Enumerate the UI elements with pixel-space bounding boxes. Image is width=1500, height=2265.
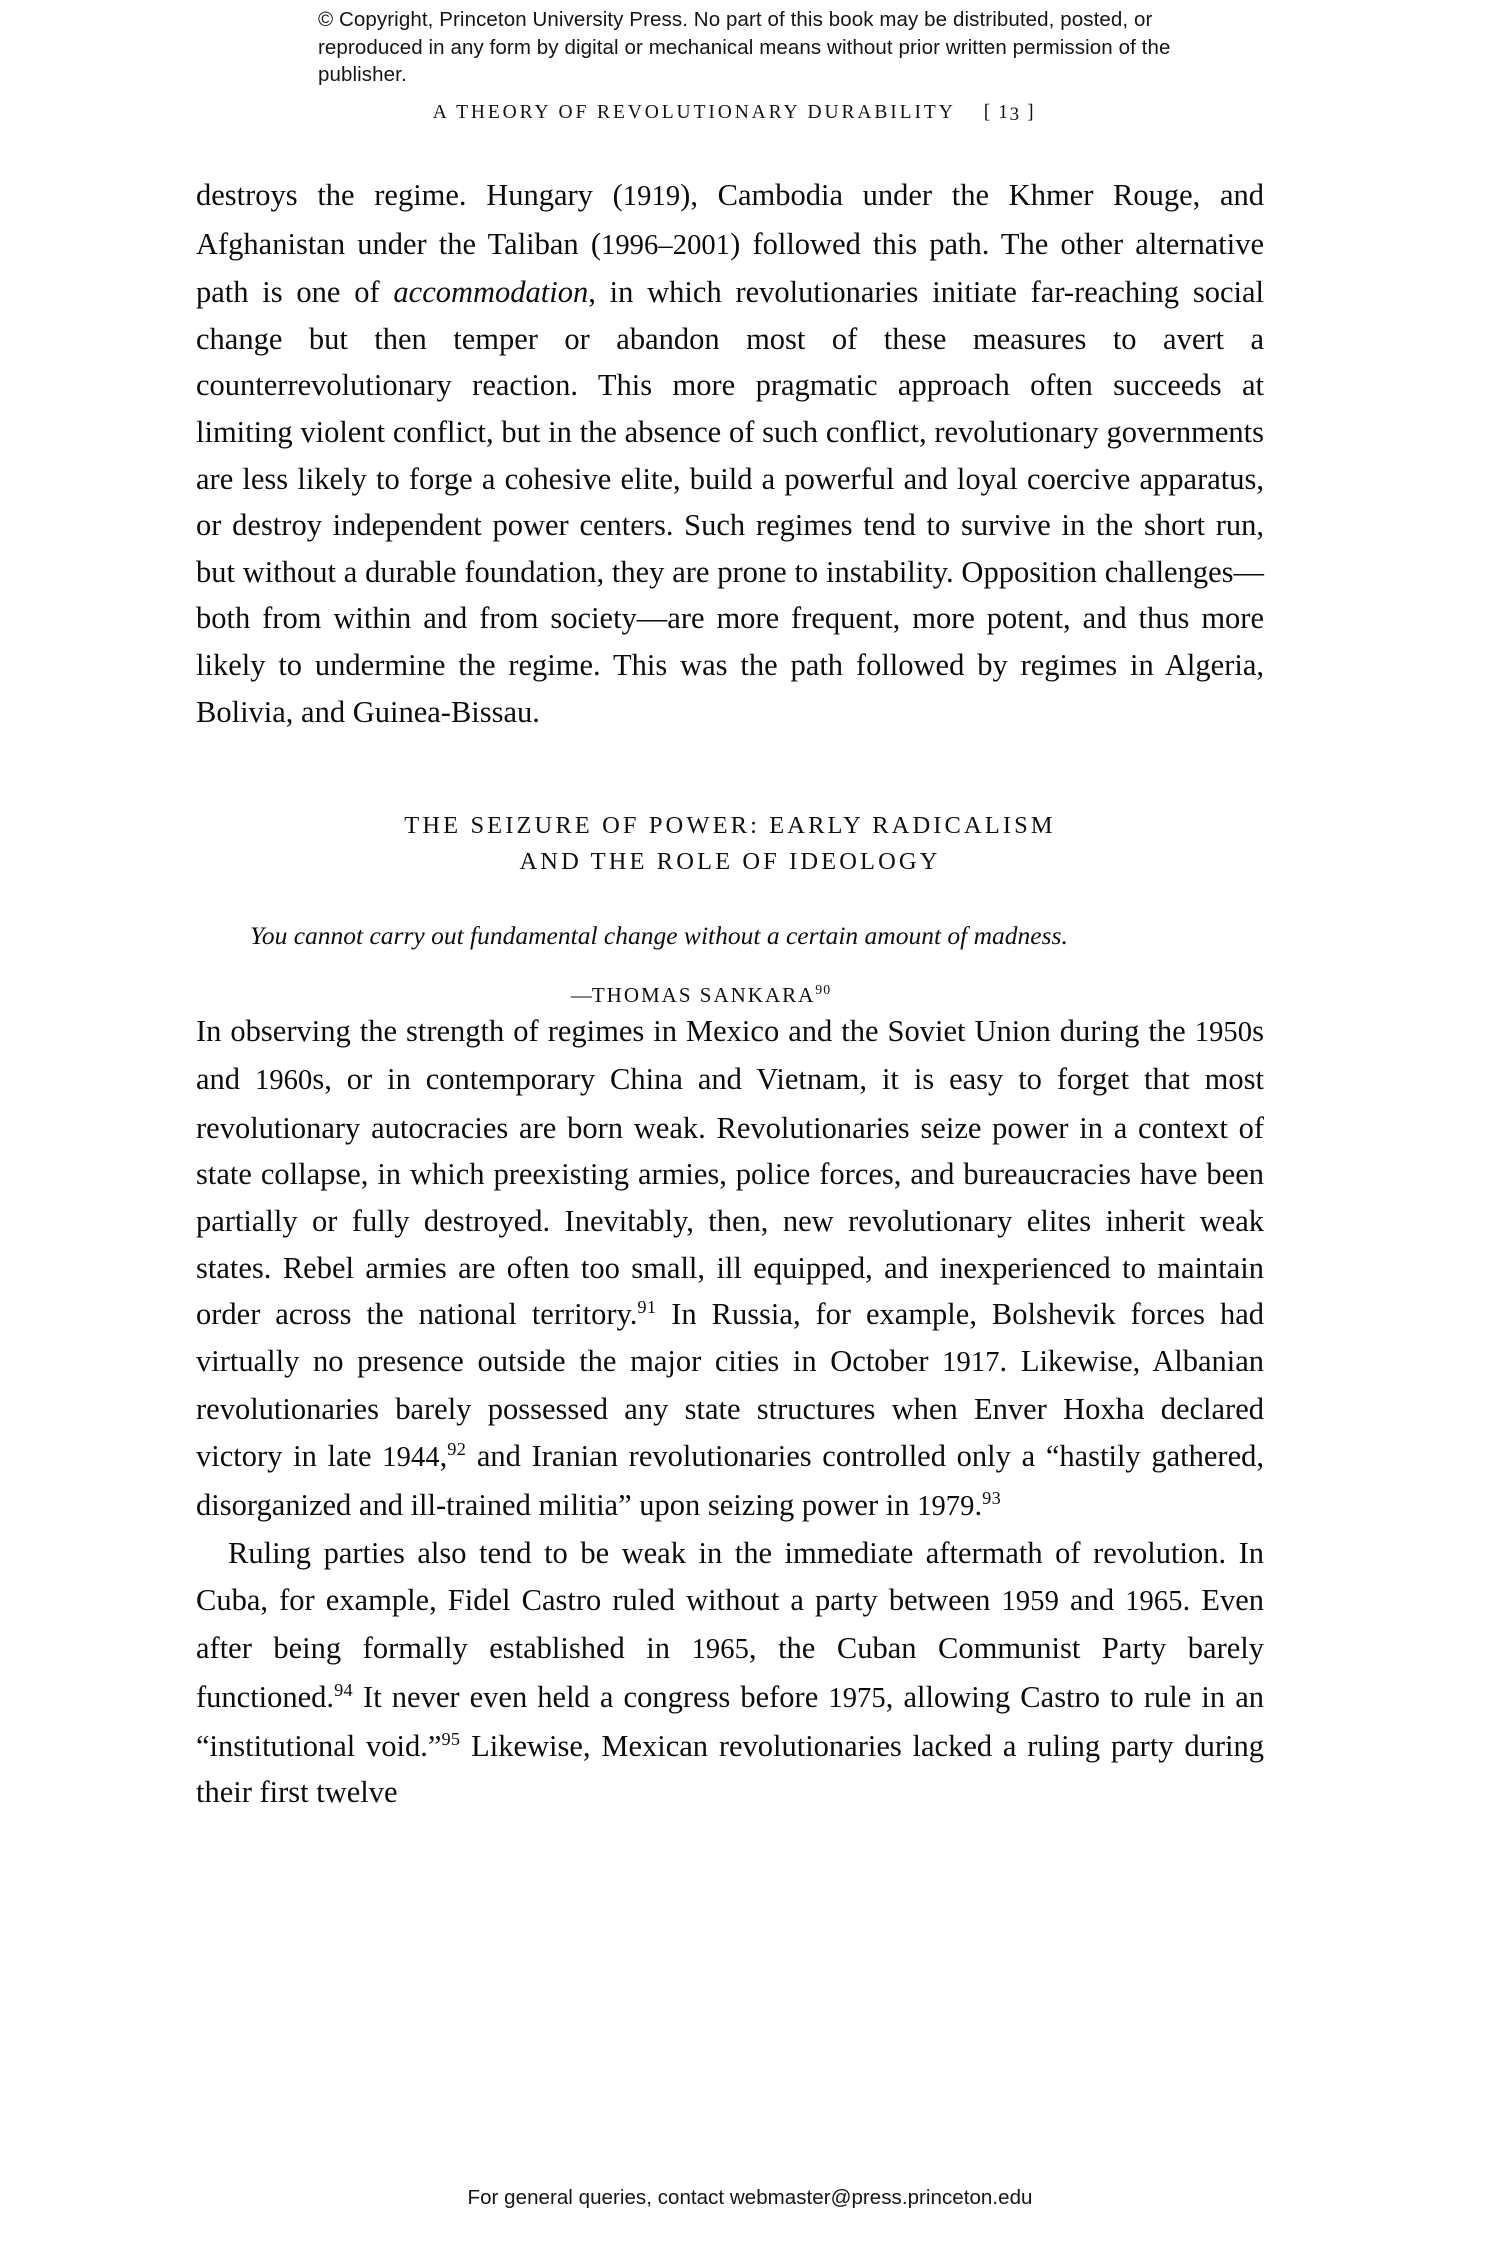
text-column	[196, 172, 1264, 1816]
p3-year-1959: 1959	[1001, 1585, 1059, 1617]
p1-segment-4: , in which revolutionaries initiate far-reaching social change but then temper or abandon most of these measures to avert a counterrevolutionary reaction. This more pragmatic approach often succeeds at limiting violent conflict, but in the absence of such conflict, revolutionary governments are less likely to forge a cohesive elite, build a powerful and loyal coercive apparatus, or destroy independent power centers. Such regimes tend to survive in the short run, but without a durable foundation, they are prone to instability. Opposition challenges—both from within and from society—are more frequent, more potent, and thus more likely to undermine the regime. This was the path followed by regimes in Algeria, Bolivia, and Guinea-Bissau.	[196, 275, 1264, 729]
p1-segment-3: ) followed this path. The other alternative path is one of	[196, 226, 1264, 310]
p2-year-1979: 1979	[917, 1490, 975, 1522]
p2-segment-1: In observing the strength of regimes in Mexico and the Soviet Union during the	[196, 1013, 1195, 1048]
p1-segment-1: destroys the regime. Hungary (	[196, 178, 623, 212]
p1-year-range: 1996–2001	[600, 229, 731, 261]
footnote-marker-91: 91	[637, 1297, 657, 1318]
footnote-marker-90: 90	[815, 981, 832, 997]
p2-segment-5: . Likewise, Albanian revolutionaries barely possessed any state structures when Enver Hoxha declared victory in late	[196, 1343, 1264, 1473]
attribution-name: THOMAS SANKARA	[591, 982, 816, 1007]
p2-segment-4: In Russia, for example, Bolshevik forces had virtually no presence outside the major cities in October	[196, 1297, 1265, 1378]
p3-segment-5: It never even held a congress before	[352, 1679, 829, 1714]
p2-year-1950s: 1950	[1194, 1016, 1253, 1048]
p2-year-1917: 1917	[942, 1346, 1000, 1378]
p3-segment-1: Ruling parties also tend to be weak in the immediate aftermath of revolution. In Cuba, for example, Fidel Castro ruled without a party between	[196, 1536, 1264, 1617]
p2-segment-2: s and	[196, 1013, 1264, 1097]
section-heading-line-2: AND THE ROLE OF IDEOLOGY	[519, 848, 941, 876]
p3-segment-6: , allowing Castro to rule in an “institutional void.”	[196, 1679, 1264, 1763]
p3-year-1965-b: 1965	[691, 1634, 749, 1666]
section-heading-line-1: THE SEIZURE OF POWER: EARLY RADICALISM	[404, 812, 1056, 840]
p3-segment-4: , the Cuban Communist Party barely functioned.	[196, 1631, 1264, 1714]
folio-close: ]	[1020, 102, 1036, 123]
running-head-title: A THEORY OF REVOLUTIONARY DURABILITY	[432, 102, 956, 123]
footer-contact-line: For general queries, contact webmaster@press.princeton.edu	[467, 2186, 1033, 2209]
copyright-notice: © Copyright, Princeton University Press. No part of this book may be distributed, posted, or reproduced in any form by digital or mechanical means without prior written permission of the publisher.	[318, 8, 1171, 86]
p2-year-1960s: 1960	[254, 1065, 313, 1097]
paragraph-1	[196, 172, 1264, 735]
section-heading	[196, 809, 1264, 878]
p2-segment-8: .	[974, 1487, 983, 1522]
p3-segment-7: Likewise, Mexican revolutionaries lacked a ruling party during their first twelve	[196, 1728, 1264, 1810]
footnote-marker-93: 93	[982, 1487, 1002, 1508]
attribution-dash: —	[570, 982, 592, 1007]
page-folio	[984, 102, 1036, 124]
p3-segment-3: . Even after being formally established in	[196, 1582, 1265, 1666]
p1-italic-accommodation: accommodation	[393, 275, 589, 310]
footnote-marker-95: 95	[441, 1728, 461, 1749]
footnote-marker-92: 92	[447, 1438, 467, 1459]
running-head	[208, 102, 1260, 124]
p2-segment-6: ,	[439, 1438, 448, 1473]
folio-digit: 3	[1009, 104, 1021, 126]
p1-year-1919: 1919	[622, 181, 681, 212]
paragraph-2	[196, 1008, 1264, 1531]
epigraph-quote: You cannot carry out fundamental change without a certain amount of madness.	[250, 921, 1068, 951]
epigraph-attribution	[196, 983, 1206, 1008]
p3-year-1965-a: 1965	[1125, 1585, 1183, 1617]
footnote-marker-94: 94	[334, 1679, 353, 1700]
p2-segment-3: s, or in contemporary China and Vietnam, it is easy to forget that most revolutionary autocracies are born weak. Revolutionaries seize power in a context of state collapse, in which preexisting armies, police forces, and bureaucracies have been partially or fully destroyed. Inevitably, then, new revolutionary elites inherit weak states. Rebel armies are often too small, ill equipped, and inexperienced to maintain order across the national territory.	[196, 1062, 1264, 1332]
p2-segment-7: and Iranian revolutionaries controlled only a “hastily gathered, disorganized and ill-trained militia” upon seizing power in	[196, 1438, 1265, 1522]
paragraph-3	[196, 1530, 1264, 1816]
folio-open: [ 1	[983, 102, 1010, 123]
p3-year-1975: 1975	[828, 1682, 886, 1714]
p2-year-1944: 1944	[382, 1441, 440, 1473]
p3-segment-2: and	[1058, 1582, 1126, 1617]
p1-segment-2: ), Cambodia under the Khmer Rouge, and Afghanistan under the Taliban (	[196, 178, 1264, 261]
